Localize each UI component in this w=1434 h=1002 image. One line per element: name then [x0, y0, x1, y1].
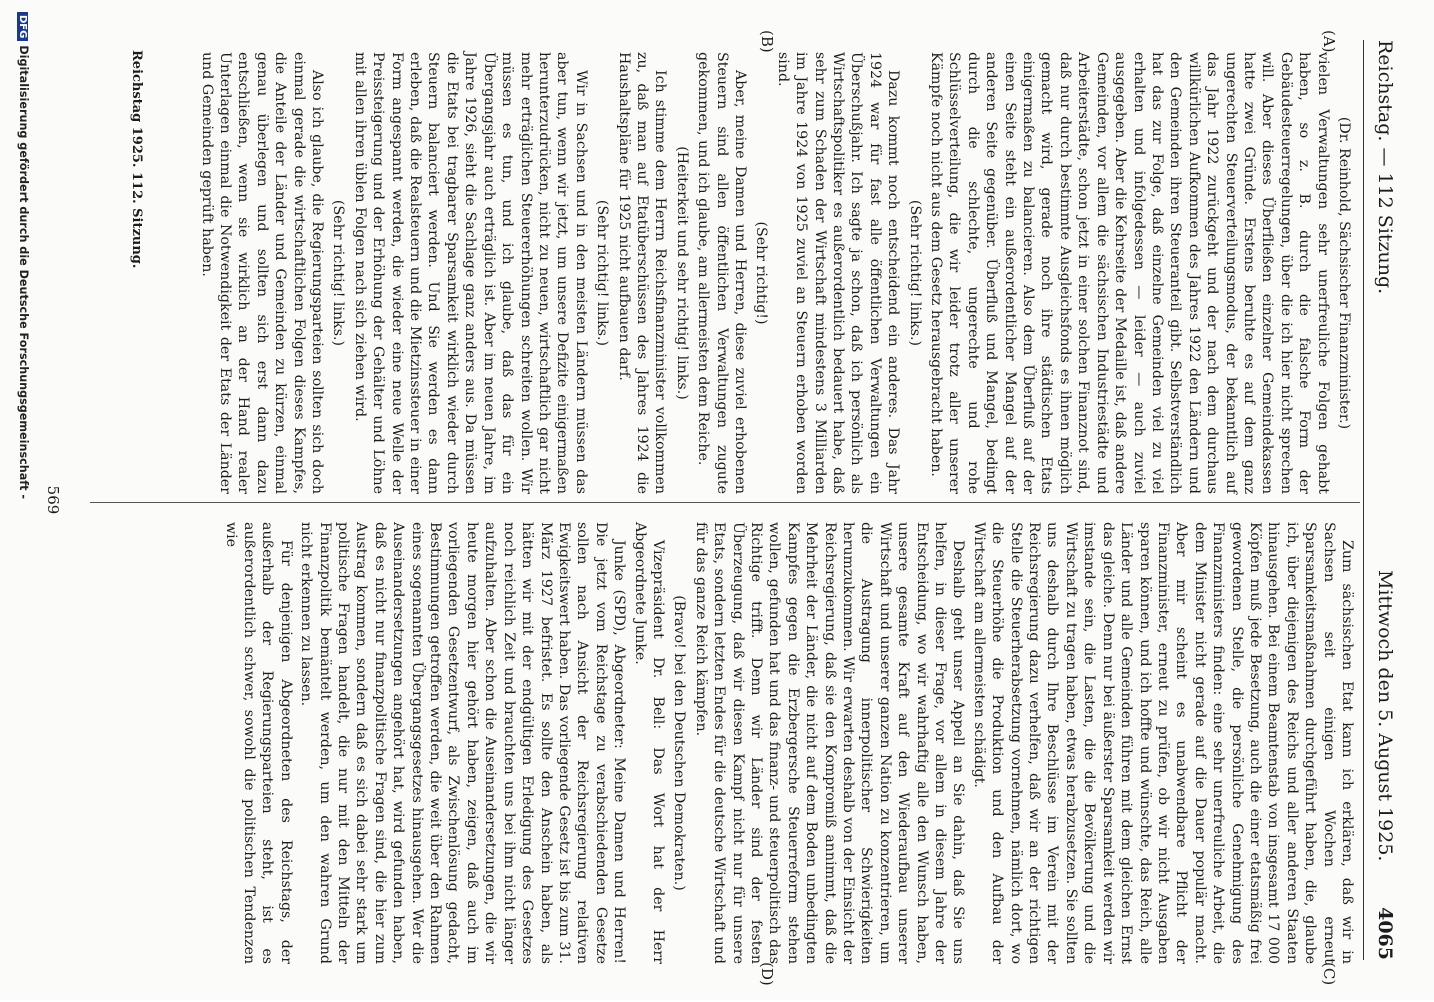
footer-page-number: 569 [44, 485, 62, 515]
paragraph: Zum sächsischen Etat kann ich erklären, daß wir in Sachsen seit einigen Wochen erneut Sparsamkeitsmaßnahmen durchgeführt haben, die, glaube ich, über diejenigen des Reichs und aller anderen Staaten hinausgehen. Bei einem Beamtenstab von insgesamt 17 000 Köpfen muß jede Besetzung, auch die einer etatsmäßig frei gewordenen Stelle, die persönliche Genehmigung des Finanzministers finden: eine sehr unerfreuliche Arbeit, die dem Minister nicht gerade auf die Dauer populär macht. Aber mir scheint es unabwendbare Pflicht der Finanzminister, erneut zu prüfen, ob wir nicht Ausgaben sparen können, und ich hoffte und wünschte, das Reich, alle Länder und alle Gemeinden führen mit dem gleichen Ernst das gleiche. Denn nur bei äußerster Sparsamkeit werden wir imstande sein, die Lasten, die die Bevölkerung und die Wirtschaft zu tragen haben, etwas herabzusetzen. Sie sollten uns deshalb durch Ihre Beschlüsse im Verein mit der Reichsregierung dazu verhelfen, daß wir an der richtigen Stelle die Steuerherabsetzung vornehmen, nämlich dort, wo die Steuerhöhe die Produktion und den Aufbau der Wirtschaft am allermeisten schädigt. [970, 522, 1355, 964]
digitization-note [17, 12, 30, 1002]
interjection: (Sehr richtig! links.) [330, 199, 347, 347]
margin-mark-d: (D) [758, 962, 776, 986]
left-column [195, 52, 1356, 494]
paragraph: Ich stimme dem Herrn Reichsfinanzminister vollkommen zu, daß man auf Etatüberschüssen des Jahres 1924 die Haushaltspläne für 1925 nicht aufbauen darf. [615, 52, 669, 494]
vice-president-line: Vizepräsident Dr. Bell: Das Wort hat der Herr Abgeordnete Junke. [631, 522, 666, 964]
dfg-logo: DFG [17, 12, 28, 41]
interjection: (Heiterkeit und sehr richtig! links.) [673, 146, 690, 400]
paragraph: Deshalb geht unser Appell an Sie dahin, daß Sie uns helfen, in dieser Frage, vor allem in diesem Jahre der Entscheidung, wo wir wahrhaftig alle den Wunsch haben, unsere gesamte Kraft auf den Wiederaufbau unserer Wirtschaft und unserer ganzen Nation zu konzentrieren, um die Austragung innerpolitischer Schwierigkeiten herumzukommen. Wir erwarten deshalb von der Einsicht der Reichsregierung, daß sie den Kompromiß annimmt, daß die Mehrheit der Länder, die nicht auf dem Boden unbedingten Kampfes gegen die Erzbergersche Steuerreform stehen wollen, gefunden hat und das finanz- und steuerpolitisch das Richtige trifft. Denn wir Länder sind der festen Überzeugung, daß wir diesen Kampf nicht nur für unsere Etats, sondern letzten Endes für die deutsche Wirtschaft und für das ganze Reich kämpfen. [692, 522, 967, 964]
interjection: (Sehr richtig!) [753, 221, 770, 325]
paragraph: Junke (SPD), Abgeordneter: Meine Damen und Herren! Die jetzt vom Reichstage zu verabschiedenden Gesetze sollen nach Ansicht der Reichsregierung relativen Ewigkeitswert haben. Das vorliegende Gesetz ist bis zum 31. März 1927 befristet. Es sollte den Anschein haben, als hätten wir mit der endgültigen Erledigung des Gesetzes noch reichlich Zeit und brauchten uns bei ihm nicht länger aufzuhalten. Aber schon die Auseinandersetzungen, die wir heute morgen hier gehört haben, zeigen, daß auch im vorliegenden Gesetzentwurf, als Zwischenlösung gedacht, Bestimmungen getroffen werden, die weit über den Rahmen eines sogenannten Übergangsgesetzes hinausgehen. Wer die Auseinandersetzungen angehört hat, wird gefunden haben, daß es nicht nur finanzpolitische Fragen sind, die hier zum Austrag kommen, sondern daß es sich dabei sehr stark um politische Fragen handelt, die nur mit den Mitteln der Finanzpolitik bemäntelt werden, um den wahren Grund nicht erkennen zu lassen. [298, 522, 628, 964]
header-left: Reichstag. — 112 Sitzung. [1374, 40, 1396, 295]
footer-session-label: Reichstag 1925. 112. Sitzung. [129, 50, 144, 269]
paragraph: vielen Verwaltungen sehr unerfreuliche Folgen gehabt haben, so z. B. durch die falsche Form der Gebäudesteuerregelungen, über die ich hier nicht sprechen will. Aber dieses Überfließen einzelner Gemeindekassen hatte zwei Gründe. Erstens beruhte es auf dem ganz ungerechten Steuerverteilungsmodus, der bekanntlich auf das Jahr 1922 zurückgeht und der nach dem durchaus willkürlichen Aufkommen des Jahres 1922 den Ländern und den Gemeinden ihren Steueranteil gibt. Selbstverständlich hat das zur Folge, daß einzelne Gemeinden viel zu viel erhalten und infolgedessen — leider — auch zuviel ausgegeben. Aber die Kehrseite der Medaille ist, daß andere Gemeinden, vor allem die sächsischen Industriestädte und Arbeiterstädte, schon jetzt in einer solchen Finanznot sind, daß nur durch bestimmte Ausgleichsfonds es ihnen möglich gemacht wird, gerade noch ihre städtischen Etats einigermaßen zu balancieren. Also dem Überfluß auf der einen Seite steht ein außerordentlicher Mangel auf der anderen Seite gegenüber. Überfluß und Mangel, bedingt durch die schlechte, ungerechte und rohe Schlüsselverteilung, die wir leider trotz aller unserer Kämpfe noch nicht aus dem Gesetz herausgebracht haben. [928, 52, 1331, 494]
paragraph: Also ich glaube, die Regierungsparteien sollten sich doch einmal gerade die wirtschaftlichen Folgen dieses Kampfes, die Anteile der Länder und Gemeinden zu kürzen, einmal genau überlegen und sollten sich erst dann dazu entschließen, wenn sie wirklich an der Hand realer Unterlagen einmal die Notwendigkeit der Etats der Länder und Gemeinden geprüft haben. [198, 52, 326, 494]
interjection: (Sehr richtig! links.) [594, 199, 611, 347]
header-rule [1363, 40, 1364, 960]
paragraph: Dazu kommt noch entscheidend ein anderes. Das Jahr 1924 war für fast alle öffentlichen Verwaltungen ein Überschußjahr. Ich sagte ja schon, daß ich persönlich als Wirtschaftspolitiker es außerordentlich bedauert habe, daß sehr zum Schaden der Wirtschaft mindestens 3 Milliarden im Jahre 1924 von 1925 zuviel an Steuern erhoben worden sind. [774, 52, 902, 494]
speaker-line: (Dr. Reinhold, Sächsischer Finanzminister.) [1336, 116, 1352, 430]
margin-mark-c: (C) [1320, 962, 1338, 986]
paragraph: Für denjenigen Abgeordneten des Reichstags, der außerhalb der Regierungsparteien steht, ist es außerordentlich schwer, sowohl die politischen Tendenzen wie [222, 522, 294, 964]
paragraph: Wir in Sachsen und in den meisten Ländern müssen das aber tun, wenn wir jetzt, um unsere Defizite einigermaßen herunterzudrücken, nicht zu neuen, wirtschaftlich gar nicht mehr erträglichen Steuererhöhungen schreiten wollen. Wir müssen es tun, und ich glaube, daß das für ein Übergangsjahr auch erträglich ist. Aber im neuen Jahre, im Jahre 1926, sieht die Sachlage ganz anders aus. Da müssen die Etats bei tragbarer Sparsamkeit wirklich wieder durch Steuern balanciert werden. Und Sie werden es dann erleben, daß die Realsteuern und die Mietzinssteuer in einer Form angespannt werden, die wieder eine neue Welle der Preissteigerung und der Erhöhung der Gehälter und Löhne mit allen ihren üblen Folgen nach sich ziehen wird. [351, 52, 589, 494]
margin-mark-a: (A) [1320, 30, 1338, 53]
digitization-text: Digitalisierung gefördert durch die Deutsche Forschungsgemeinschaft - [17, 45, 30, 499]
interjection: (Sehr richtig! links.) [906, 199, 923, 347]
right-column [219, 522, 1356, 964]
margin-mark-b: (B) [758, 30, 776, 53]
page-header [1366, 40, 1396, 960]
header-right: Mittwoch den 5. August 1925. [1374, 570, 1396, 862]
interjection: (Bravo! bei den Deutschen Demokraten.) [671, 595, 688, 891]
column-divider [90, 502, 1360, 503]
header-page-number: 4065 [1374, 907, 1396, 960]
paragraph: Aber, meine Damen und Herren, diese zuviel erhobenen Steuern sind allen öffentlichen Verwaltungen zugute gekommen, und ich glaube, am allermeisten dem Reiche. [695, 52, 748, 494]
